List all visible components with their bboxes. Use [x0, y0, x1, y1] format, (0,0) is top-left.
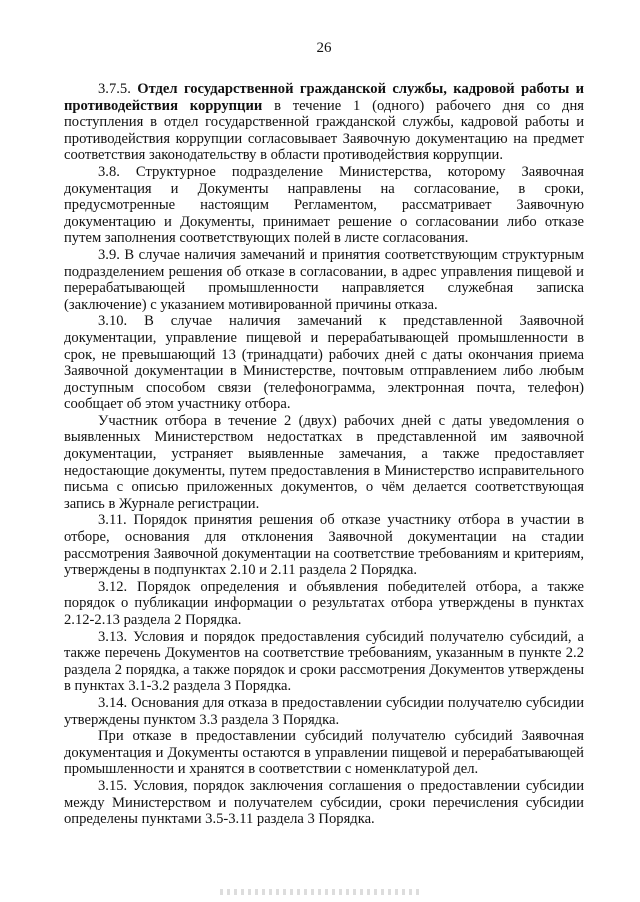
- paragraph-p314: [64, 695, 584, 728]
- text-run: 3.8. Структурное подразделение Министерства, которому Заявочная документация и Документы направлены на согласование, в сроки, предусмотренные настоящим Регламентом, рассматривает Заявочную документацию и Документы, принимает решение о согласовании либо отказе путем заполнения соответствующих полей в листе согласования.: [64, 163, 584, 247]
- paragraph-p310: [64, 313, 584, 413]
- text-run: 3.9. В случае наличия замечаний и принятия соответствующим структурным подразделением решения об отказе в согласовании, в адрес управления пищевой и перерабатывающей промышленности направляется служебная записка (заключение) с указанием мотивированной причины отказа.: [64, 246, 584, 313]
- text-run: в течение 1 (одного) рабочего дня со дня поступления в отдел государственной гражданской службы, кадровой работы и противодействия коррупции согласовывает Заявочную документацию на предмет соответствия законодательству в области противодействия коррупции.: [64, 97, 584, 164]
- page-number: 26: [316, 40, 332, 56]
- text-run: 3.15. Условия, порядок заключения соглашения о предоставлении субсидии между Министерством и получателем субсидии, сроки перечисления субсидии определены пунктами 3.5-3.11 раздела 3 Порядка.: [64, 777, 584, 828]
- text-run: 3.14. Основания для отказа в предоставлении субсидии получателю субсидии утверждены пунктом 3.3 раздела 3 Порядка.: [64, 694, 584, 728]
- document-body: [64, 81, 584, 828]
- paragraph-p312: [64, 579, 584, 629]
- paragraph-p375: [64, 81, 584, 164]
- scan-artifact: [220, 889, 420, 895]
- text-run: Участник отбора в течение 2 (двух) рабочих дней с даты уведомления о выявленных Министерством недостатках в представленной им заявочной документации, устраняет выявленные замечания, а также предоставляет недостающие документы, путем предоставления в Министерство исправительного письма с описью приложенных документов, о чём делается соответствующая запись в Журнале регистрации.: [64, 412, 584, 512]
- text-run: 3.10. В случае наличия замечаний к представленной Заявочной документации, управление пищевой и перерабатывающей промышленности в срок, не превышающий 13 (тринадцати) рабочих дней с даты окончания приема Заявочной документации в Министерстве, почтовым отправлением либо любым доступным способом связи (телефонограмма, электронная почта, телефон) сообщает об этом участнику отбора.: [64, 313, 584, 413]
- text-run: 3.11. Порядок принятия решения об отказе участнику отбора в участии в отборе, основания для отклонения Заявочной документации на стадии рассмотрения Заявочной документации на соответствие требованиям и критериям, утверждены в подпунктах 2.10 и 2.11 раздела 2 Порядка.: [64, 512, 584, 579]
- paragraph-p38: [64, 164, 584, 247]
- text-run: 3.12. Порядок определения и объявления победителей отбора, а также порядок о публикации информации о результатах отбора утверждены в пунктах 2.12-2.13 раздела 2 Порядка.: [64, 578, 584, 628]
- text-run: 3.7.5.: [98, 81, 138, 97]
- paragraph-p314b: [64, 728, 584, 778]
- paragraph-p311: [64, 512, 584, 578]
- paragraph-p315: [64, 778, 584, 828]
- bold-text: Отдел государственной гражданской службы, кадровой работы и противодействия коррупции: [64, 81, 584, 114]
- text-run: 3.13. Условия и порядок предоставления субсидий получателю субсидий, а также перечень Документов на соответствие требованиям, указанным в пункте 2.2 раздела 2 порядка, а также порядок и сроки рассмотрения Документов утверждены в пунктах 3.1-3.2 раздела 3 Порядка.: [64, 628, 584, 695]
- text-run: При отказе в предоставлении субсидий получателю субсидий Заявочная документация и Документы остаются в управлении пищевой и перерабатывающей промышленности и хранятся в соответствии с номенклатурой дел.: [64, 728, 584, 778]
- paragraph-p39: [64, 247, 584, 313]
- paragraph-p313: [64, 629, 584, 695]
- paragraph-p310b: [64, 413, 584, 513]
